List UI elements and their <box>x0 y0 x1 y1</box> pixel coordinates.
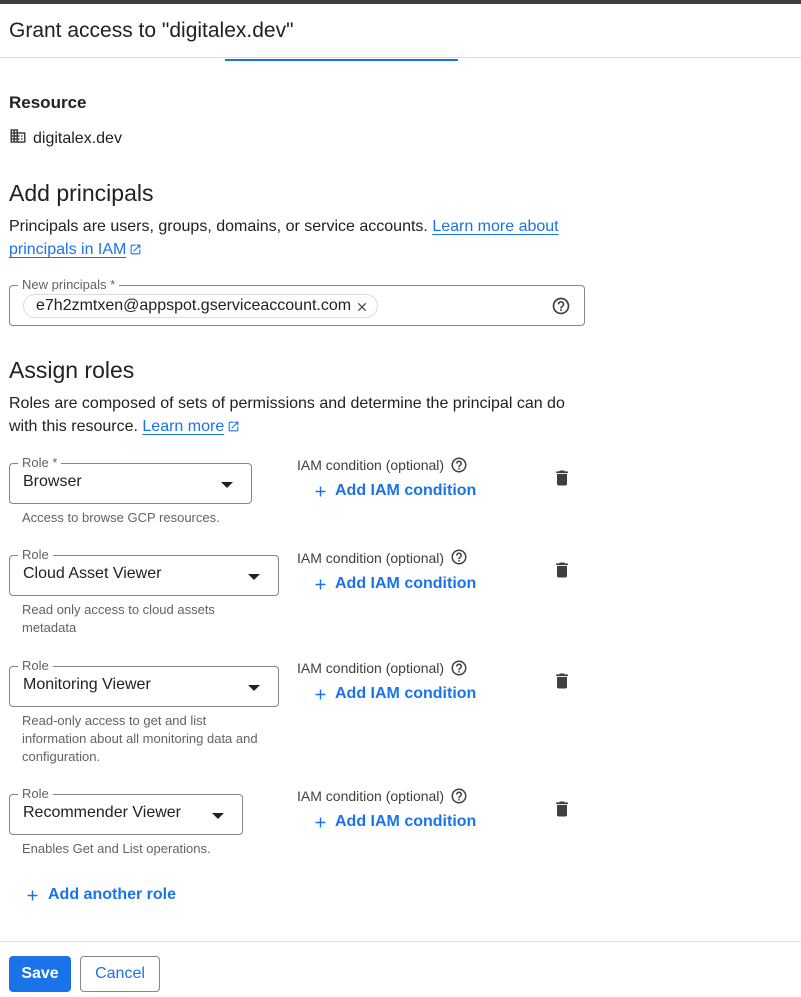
role-label: Role <box>18 786 53 802</box>
add-iam-condition-button[interactable]: Add IAM condition <box>312 685 476 703</box>
help-icon[interactable] <box>551 296 571 316</box>
add-principals-description: Principals are users, groups, domains, or service accounts. Learn more about principals in IAM <box>9 218 559 258</box>
save-button[interactable]: Save <box>9 956 71 992</box>
external-link-icon <box>227 420 240 433</box>
assign-roles-title: Assign roles <box>9 357 135 383</box>
role-value: Cloud Asset Viewer <box>23 565 162 582</box>
iam-condition-label: IAM condition (optional) <box>297 550 445 566</box>
plus-icon <box>312 814 329 831</box>
delete-role-icon[interactable] <box>552 671 572 691</box>
role-helper-text: Read only access to cloud assets metadata <box>22 602 215 635</box>
role-select-recommender-viewer[interactable] <box>9 786 243 835</box>
plus-icon <box>24 887 41 904</box>
resource-label: Resource <box>9 93 87 112</box>
cancel-button[interactable]: Cancel <box>80 956 160 992</box>
dropdown-arrow-icon <box>248 574 260 580</box>
role-helper-text: Enables Get and List operations. <box>22 841 211 856</box>
help-icon[interactable] <box>450 787 468 805</box>
page-title: Grant access to "digitalex.dev" <box>9 19 294 42</box>
resource-row <box>9 127 122 150</box>
resource-name: digitalex.dev <box>33 129 122 147</box>
delete-role-icon[interactable] <box>552 799 572 819</box>
learn-more-roles-link[interactable]: Learn more <box>142 418 240 435</box>
role-helper-text: Access to browse GCP resources. <box>22 510 220 525</box>
principal-chip: e7h2zmtxen@appspot.gserviceaccount.com <box>23 294 378 318</box>
dropdown-arrow-icon <box>212 813 224 819</box>
new-principals-label: New principals * <box>18 277 119 293</box>
role-value: Monitoring Viewer <box>23 676 151 693</box>
dialog-header <box>0 4 801 58</box>
dropdown-arrow-icon <box>221 482 233 488</box>
assign-roles-description: Roles are composed of sets of permissions and determine the principal can do with this resource. Learn more <box>9 395 565 435</box>
remove-chip-icon[interactable] <box>355 300 369 314</box>
new-principals-field[interactable] <box>9 277 585 326</box>
delete-role-icon[interactable] <box>552 560 572 580</box>
role-value: Recommender Viewer <box>23 804 181 821</box>
help-icon[interactable] <box>450 659 468 677</box>
role-label: Role <box>18 658 53 674</box>
learn-more-principals-link[interactable]: Learn more about principals in IAM <box>9 218 559 258</box>
plus-icon <box>312 686 329 703</box>
role-label: Role <box>18 547 53 563</box>
iam-condition-label: IAM condition (optional) <box>297 457 445 473</box>
add-iam-condition-button[interactable]: Add IAM condition <box>312 575 476 593</box>
clipped-link-underline <box>225 59 458 61</box>
add-principals-title: Add principals <box>9 180 154 206</box>
help-icon[interactable] <box>450 456 468 474</box>
add-iam-condition-button[interactable]: Add IAM condition <box>312 482 476 500</box>
delete-role-icon[interactable] <box>552 468 572 488</box>
plus-icon <box>312 483 329 500</box>
role-value: Browser <box>23 473 82 490</box>
role-label: Role * <box>18 455 61 471</box>
footer-divider <box>0 941 801 942</box>
role-select-browser[interactable] <box>9 455 252 504</box>
dropdown-arrow-icon <box>248 685 260 691</box>
role-select-cloud-asset-viewer[interactable] <box>9 547 279 596</box>
domain-icon <box>9 127 27 150</box>
help-icon[interactable] <box>450 548 468 566</box>
role-select-monitoring-viewer[interactable] <box>9 658 279 707</box>
add-iam-condition-button[interactable]: Add IAM condition <box>312 813 476 831</box>
role-helper-text: Read-only access to get and list information about all monitoring data and configuration. <box>22 713 258 764</box>
plus-icon <box>312 576 329 593</box>
iam-condition-label: IAM condition (optional) <box>297 660 445 676</box>
add-another-role-button[interactable]: Add another role <box>24 886 176 904</box>
iam-condition-label: IAM condition (optional) <box>297 788 445 804</box>
external-link-icon <box>129 243 142 256</box>
